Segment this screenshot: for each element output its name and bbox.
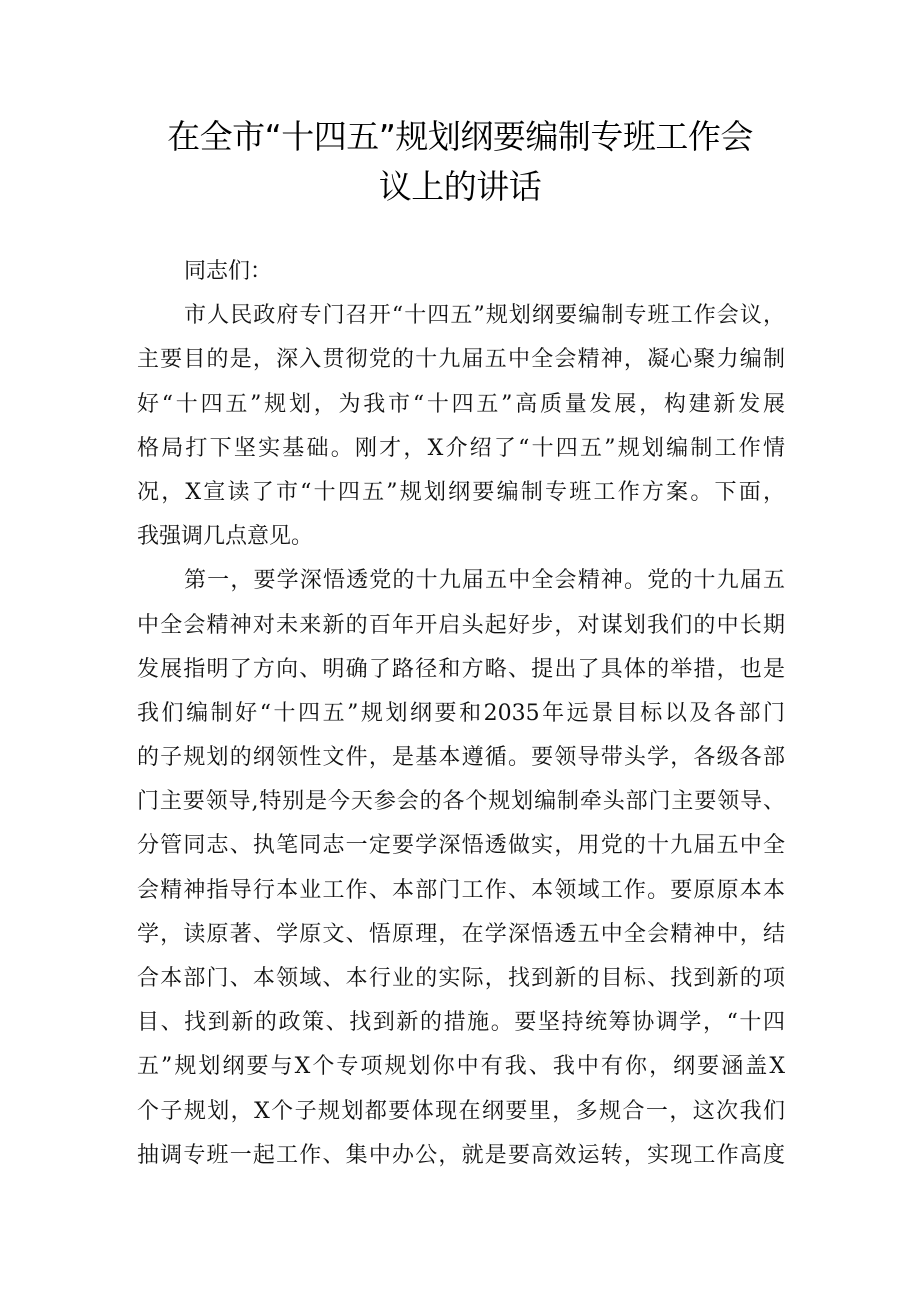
paragraph-line: 五”规划纲要与X个专项规划你中有我、我中有你，纲要涵盖X: [137, 1054, 785, 1080]
title-line: 在全市“十四五”规划纲要编制专班工作会: [167, 117, 753, 156]
title-line: 议上的讲话: [378, 167, 542, 206]
paragraph-line: 我强调几点意见。: [137, 524, 314, 550]
paragraph-line: 的子规划的纲领性文件，是基本遵循。要领导带头学，各级各部: [137, 745, 785, 771]
paragraph-line: 中全会精神对未来新的百年开启头起好步，对谋划我们的中长期: [137, 612, 785, 638]
paragraph-line: 目、找到新的政策、找到新的措施。要坚持统筹协调学，“十四: [137, 1010, 785, 1036]
paragraph-line: 会精神指导行本业工作、本部门工作、本领域工作。要原原本本: [137, 877, 785, 903]
paragraph-line: 分管同志、执笔同志一定要学深悟透做实，用党的十九届五中全: [137, 833, 785, 859]
paragraph-line: 合本部门、本领域、本行业的实际，找到新的目标、找到新的项: [137, 966, 785, 991]
document-title: [0, 112, 920, 212]
paragraph-line: 抽调专班一起工作、集中办公，就是要高效运转，实现工作高度: [137, 1142, 785, 1168]
paragraph-line: 门主要领导,特别是今天参会的各个规划编制牵头部门主要领导、: [137, 789, 785, 815]
paragraph-line: 好“十四五”规划，为我市“十四五”高质量发展，构建新发展: [137, 391, 785, 417]
paragraph-line: 第一，要学深悟透党的十九届五中全会精神。党的十九届五: [184, 568, 785, 594]
document-body: [137, 250, 785, 1178]
paragraph-line: 况，X宣读了市“十四五”规划纲要编制专班工作方案。下面，: [137, 479, 785, 505]
paragraph-line: 格局打下坚实基础。刚才，X介绍了“十四五”规划编制工作情: [137, 435, 785, 461]
paragraph-line: 市人民政府专门召开“十四五”规划纲要编制专班工作会议，: [184, 303, 785, 329]
paragraph-line: 主要目的是，深入贯彻党的十九届五中全会精神，凝心聚力编制: [137, 347, 785, 373]
paragraph-line: 发展指明了方向、明确了路径和方略、提出了具体的举措，也是: [137, 656, 785, 682]
paragraph-line: 个子规划，X个子规划都要体现在纲要里，多规合一，这次我们: [137, 1098, 785, 1124]
paragraph-line: 学，读原著、学原文、悟原理，在学深悟透五中全会精神中，结: [137, 921, 785, 947]
paragraph-line: 我们编制好“十四五”规划纲要和2035年远景目标以及各部门: [137, 700, 785, 726]
salutation: 同志们：: [184, 259, 273, 284]
